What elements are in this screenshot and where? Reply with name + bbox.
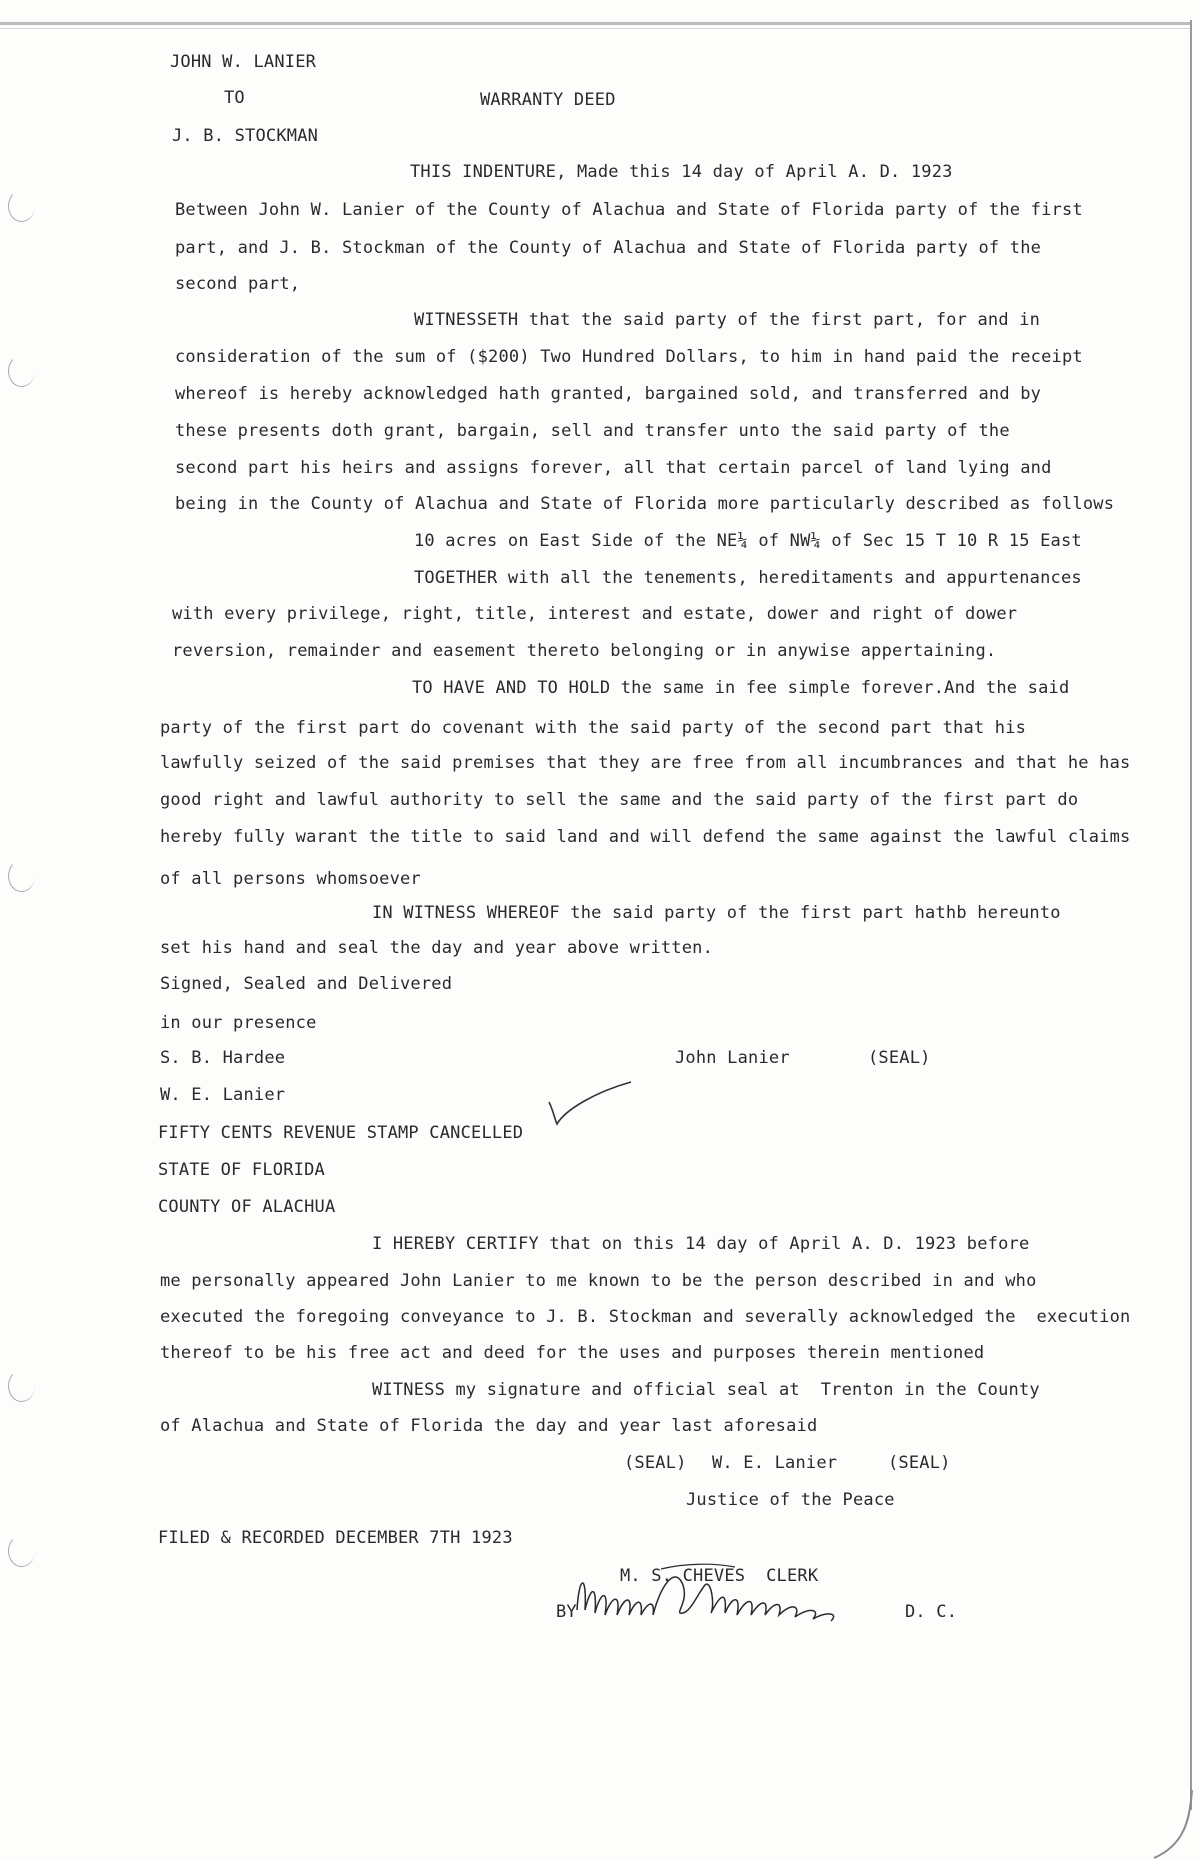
by-label: BY — [556, 1602, 577, 1622]
body-line: second part, — [175, 274, 301, 294]
witness-name: S. B. Hardee — [160, 1048, 286, 1068]
check-mark-icon — [545, 1080, 635, 1130]
page-corner-curl-icon — [1134, 1790, 1194, 1860]
body-line: part, and J. B. Stockman of the County of Alachua and State of Florida party of the — [175, 238, 1042, 258]
body-line: THIS INDENTURE, Made this 14 day of April A. D. 1923 — [410, 162, 953, 182]
witness-name: W. E. Lanier — [160, 1085, 286, 1105]
body-line: IN WITNESS WHEREOF the said party of the first part hathb hereunto — [372, 903, 1061, 923]
revenue-stamp-note: FIFTY CENTS REVENUE STAMP CANCELLED — [158, 1123, 524, 1143]
body-line: of all persons whomsoever — [160, 869, 421, 889]
binder-hole-icon — [8, 1370, 35, 1402]
deputy-signature-icon — [565, 1555, 885, 1635]
body-line: Signed, Sealed and Delivered — [160, 974, 453, 994]
deputy-clerk-label: D. C. — [905, 1602, 958, 1622]
justice-name: W. E. Lanier — [712, 1453, 838, 1473]
body-line: good right and lawful authority to sell the same and the said party of the first part do — [160, 790, 1079, 810]
body-line: being in the County of Alachua and State of Florida more particularly described as follows — [175, 494, 1115, 514]
binder-hole-icon — [8, 1535, 35, 1567]
body-line: WITNESSETH that the said party of the first part, for and in — [414, 310, 1041, 330]
state-heading: STATE OF FLORIDA — [158, 1160, 325, 1180]
body-line: TO HAVE AND TO HOLD the same in fee simple forever.And the said — [412, 678, 1070, 698]
land-description: 10 acres on East Side of the NE¼ of NW¼ of Sec 15 T 10 R 15 East — [414, 531, 1082, 551]
certificate-line: thereof to be his free act and deed for the uses and purposes therein mentioned — [160, 1343, 985, 1363]
certificate-line: me personally appeared John Lanier to me known to be the person described in and who — [160, 1271, 1037, 1291]
top-border-line-thin — [0, 28, 1190, 29]
binder-hole-icon — [8, 355, 35, 387]
body-line: TOGETHER with all the tenements, hereditaments and appurtenances — [414, 568, 1082, 588]
clerk-name: M. S. CHEVES CLERK — [620, 1566, 819, 1586]
certificate-line: WITNESS my signature and official seal at Trenton in the County — [372, 1380, 1040, 1400]
grantor-name: JOHN W. LANIER — [170, 52, 317, 72]
certificate-line: executed the foregoing conveyance to J. B. Stockman and severally acknowledged the execution — [160, 1307, 1131, 1327]
body-line: reversion, remainder and easement thereto belonging or in anywise appertaining. — [172, 641, 997, 661]
filing-note: FILED & RECORDED DECEMBER 7TH 1923 — [158, 1528, 513, 1548]
page-right-edge — [1190, 20, 1192, 1810]
body-line: Between John W. Lanier of the County of Alachua and State of Florida party of the first — [175, 200, 1083, 220]
certificate-line: I HEREBY CERTIFY that on this 14 day of April A. D. 1923 before — [372, 1234, 1030, 1254]
seal-mark: (SEAL) — [868, 1048, 931, 1068]
body-line: set his hand and seal the day and year above written. — [160, 938, 714, 958]
body-line: party of the first part do covenant with the said party of the second part that his — [160, 718, 1027, 738]
body-line: second part his heirs and assigns forever, all that certain parcel of land lying and — [175, 458, 1052, 478]
seal-mark: (SEAL) — [888, 1453, 951, 1473]
body-line: hereby fully warant the title to said land and will defend the same against the lawful claims — [160, 827, 1131, 847]
to-label: TO — [224, 88, 245, 108]
body-line: consideration of the sum of ($200) Two Hundred Dollars, to him in hand paid the receipt — [175, 347, 1083, 367]
binder-hole-icon — [8, 190, 35, 222]
body-line: these presents doth grant, bargain, sell and transfer unto the said party of the — [175, 421, 1010, 441]
body-line: lawfully seized of the said premises that they are free from all incumbrances and that he has — [160, 753, 1131, 773]
document-title: WARRANTY DEED — [480, 90, 616, 110]
body-line: in our presence — [160, 1013, 317, 1033]
county-heading: COUNTY OF ALACHUA — [158, 1197, 336, 1217]
justice-title: Justice of the Peace — [686, 1490, 895, 1510]
binder-hole-icon — [8, 860, 35, 892]
grantor-signature: John Lanier — [675, 1048, 790, 1068]
body-line: with every privilege, right, title, interest and estate, dower and right of dower — [172, 604, 1018, 624]
top-border-line — [0, 22, 1190, 25]
grantee-name: J. B. STOCKMAN — [172, 126, 319, 146]
seal-mark: (SEAL) — [624, 1453, 687, 1473]
body-line: whereof is hereby acknowledged hath granted, bargained sold, and transferred and by — [175, 384, 1042, 404]
certificate-line: of Alachua and State of Florida the day and year last aforesaid — [160, 1416, 818, 1436]
